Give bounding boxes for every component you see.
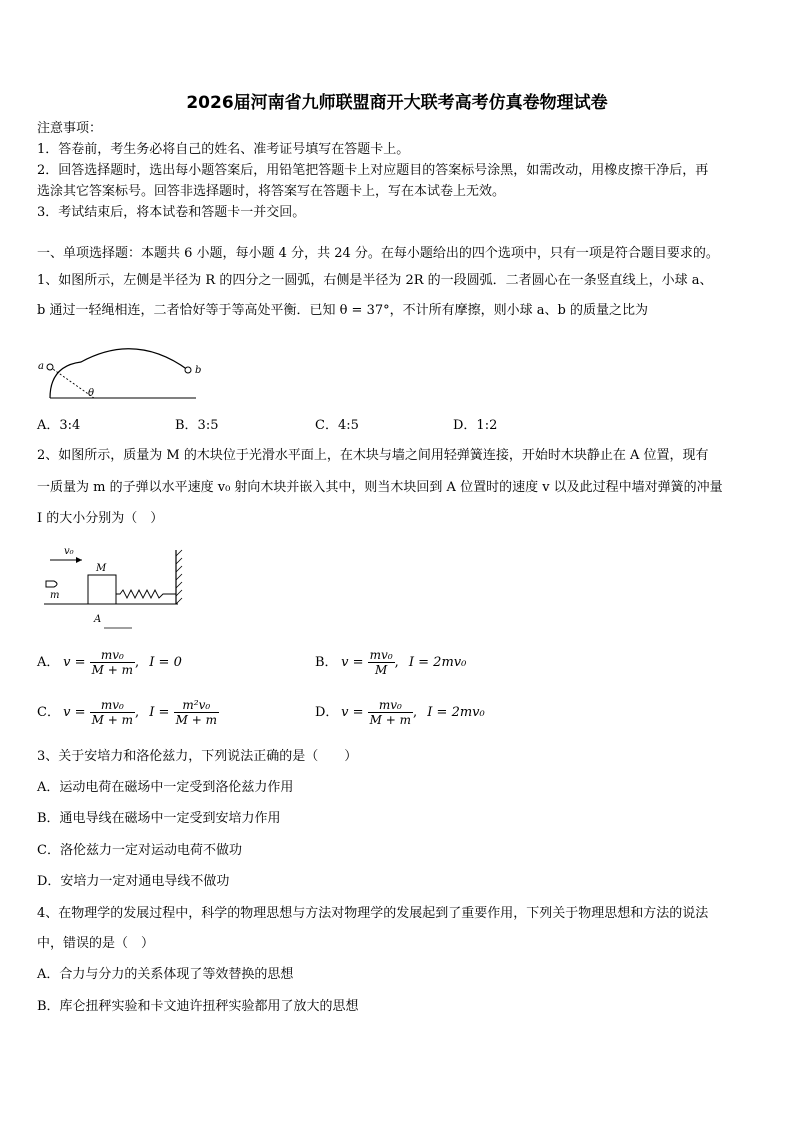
- impulse-fraction: $\frac{\text{m²v₀}}{M + m}$: [175, 698, 217, 727]
- impulse-text: I = 2mv₀: [408, 655, 467, 670]
- label-v0: v₀: [64, 546, 74, 557]
- q1-option-a: A．3:4: [37, 418, 81, 433]
- q2-figure-block-spring: [40, 542, 190, 630]
- q2-option-c: C． v = $\frac{\text{mv₀}}{M + m}$ , I = $\frac{\text{m²v₀}}{M + m}$: [37, 698, 217, 727]
- notice-heading: 注意事项：: [37, 121, 103, 136]
- notice-item: 1．答卷前，考生务必将自己的姓名、准考证号填写在答题卡上。: [37, 142, 410, 157]
- label-m: m: [50, 590, 60, 601]
- arc-path: [50, 349, 188, 398]
- q2-stem-line1: 2、如图所示，质量为 M 的木块位于光滑水平面上，在木块与墙之间用轻弹簧连接，开始时木块静止在 A 位置，现有: [37, 448, 709, 463]
- q2-option-d: D． v = $\frac{\text{mv₀}}{M + m}$ , I = 2mv₀: [315, 698, 485, 727]
- q3-option-b: B．通电导线在磁场中一定受到安培力作用: [37, 811, 281, 826]
- label-A: A: [94, 614, 102, 625]
- label-a: a: [38, 361, 44, 372]
- block-M: [88, 575, 116, 604]
- v-lhs: v =: [63, 655, 86, 670]
- section-heading: 一、单项选择题：本题共 6 小题，每小题 4 分，共 24 分。在每小题给出的四个选项中，只有一项是符合题目要求的。: [37, 246, 719, 261]
- notice-item: 选涂其它答案标号。回答非选择题时，将答案写在答题卡上，写在本试卷上无效。: [37, 184, 506, 199]
- q3-option-c: C．洛伦兹力一定对运动电荷不做功: [37, 843, 242, 858]
- option-label: D．: [315, 705, 339, 720]
- option-label: C．: [37, 705, 60, 720]
- option-label: B．: [315, 655, 338, 670]
- q4-option-a: A．合力与分力的关系体现了等效替换的思想: [37, 967, 294, 982]
- q1-stem-line1: 1、如图所示，左侧是半径为 R 的四分之一圆弧，右侧是半径为 2R 的一段圆弧．二者圆心在一条竖直线上，小球 a、: [37, 273, 713, 288]
- option-label: A．: [37, 655, 60, 670]
- q2-stem-line2: 一质量为 m 的子弹以水平速度 v₀ 射向木块并嵌入其中，则当木块回到 A 位置时的速度 v 以及此过程中墙对弹簧的冲量: [37, 480, 723, 495]
- impulse-text: I = 2mv₀: [427, 705, 485, 720]
- label-b: b: [195, 365, 202, 376]
- ball-a: [47, 364, 53, 370]
- bullet: [46, 581, 57, 587]
- q1-option-c: C．4:5: [315, 418, 359, 433]
- q3-option-a: A．运动电荷在磁场中一定受到洛伦兹力作用: [37, 780, 294, 795]
- spring: [116, 590, 176, 598]
- q3-stem: 3、关于安培力和洛伦兹力，下列说法正确的是（ ）: [37, 749, 358, 764]
- q2-option-b: B． v = $\frac{\text{mv₀}}{M}$ , I = 2mv₀: [315, 648, 467, 677]
- q4-stem-line1: 4、在物理学的发展过程中，科学的物理思想与方法对物理学的发展起到了重要作用，下列关于物理思想和方法的说法: [37, 906, 709, 921]
- v-fraction: $\frac{\text{mv₀}}{M + m}$: [91, 648, 134, 677]
- q1-figure-arcs: [36, 330, 206, 402]
- impulse-lhs: I =: [149, 705, 170, 720]
- q2-stem-line3: I 的大小分别为（ ）: [37, 511, 164, 526]
- v-fraction: $\frac{\text{mv₀}}{M}$: [369, 648, 393, 677]
- v-fraction: $\frac{\text{mv₀}}{M + m}$: [369, 698, 412, 727]
- v-lhs: v =: [341, 705, 364, 720]
- impulse-text: I = 0: [149, 655, 182, 670]
- notice-item: 2．回答选择题时，选出每小题答案后，用铅笔把答题卡上对应题目的答案标号涂黑，如需改动，用橡皮擦干净后，再: [37, 163, 709, 178]
- notice-item: 3．考试结束后，将本试卷和答题卡一并交回。: [37, 205, 306, 220]
- q3-option-d: D．安培力一定对通电导线不做功: [37, 874, 230, 889]
- q4-option-b: B．库仑扭秤实验和卡文迪许扭秤实验都用了放大的思想: [37, 999, 359, 1014]
- label-M: M: [96, 563, 107, 574]
- label-theta: θ: [88, 388, 95, 399]
- v-fraction: $\frac{\text{mv₀}}{M + m}$: [91, 698, 134, 727]
- v-lhs: v =: [341, 655, 364, 670]
- q4-stem-line2: 中，错误的是（ ）: [37, 936, 155, 951]
- page-title: 2026届河南省九师联盟商开大联考高考仿真卷物理试卷: [186, 93, 608, 113]
- ball-b: [185, 367, 191, 373]
- q1-stem-line2: b 通过一轻绳相连，二者恰好等于等高处平衡．已知 θ = 37°，不计所有摩擦，则小球 a、b 的质量之比为: [37, 303, 648, 318]
- q1-option-b: B．3:5: [175, 418, 219, 433]
- q2-option-a: A． v = $\frac{\text{mv₀}}{M + m}$ , I = 0: [37, 648, 182, 677]
- v-lhs: v =: [63, 705, 86, 720]
- q1-option-d: D．1:2: [453, 418, 498, 433]
